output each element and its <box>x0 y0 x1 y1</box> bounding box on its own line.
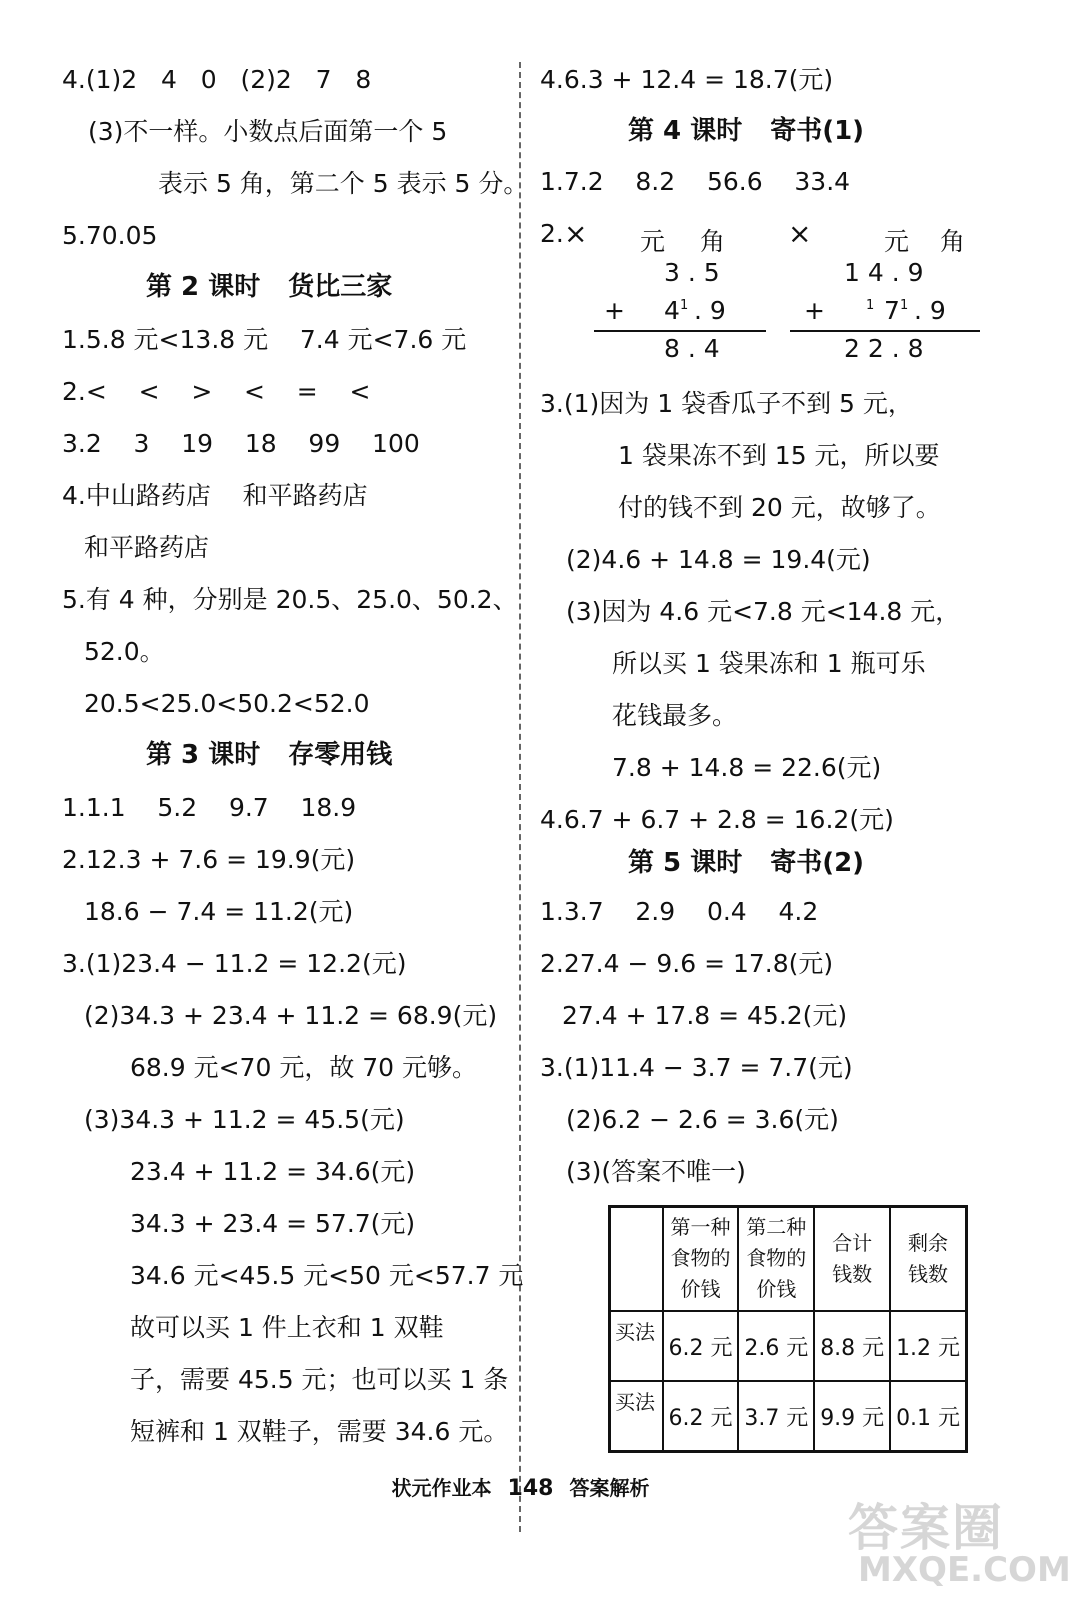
calc-bottom-int: 7 <box>884 296 900 325</box>
table-cell: 9.9 元 <box>814 1381 890 1451</box>
section-heading-4: 第 4 课时 寄书(1) <box>628 116 865 146</box>
answer-line: 故可以买 1 件上衣和 1 双鞋 <box>130 1313 444 1342</box>
answer-line: (3)不一样。小数点后面第一个 5 <box>88 117 448 146</box>
footer-book-title: 状元作业本 <box>391 1476 492 1500</box>
answer-line: 4.6.7 + 6.7 + 2.8 = 16.2(元) <box>540 805 894 834</box>
table-cell: 0.1 元 <box>890 1381 966 1451</box>
answer-line: 3.(1)23.4 − 11.2 = 12.2(元) <box>62 949 407 978</box>
vertical-calc-1 <box>580 218 760 368</box>
answer-line: 短裤和 1 双鞋子，需要 34.6 元。 <box>130 1417 509 1446</box>
watermark-logo <box>818 1488 1071 1596</box>
answer-line: 1 袋果冻不到 15 元，所以要 <box>618 441 940 470</box>
answer-line: 4.中山路药店 和平路药店 <box>62 481 368 510</box>
jiao-header: 角 <box>700 227 726 256</box>
answer-line: 5.有 4 种，分别是 20.5、25.0、50.2、 <box>62 585 518 614</box>
vertical-calc-2 <box>780 218 980 368</box>
yuan-header: 元 <box>640 227 666 256</box>
page-number: 148 <box>507 1476 554 1501</box>
row-label: 买法 <box>610 1381 663 1451</box>
answer-line: 付的钱不到 20 元，故够了。 <box>618 493 941 522</box>
section-heading-3: 第 3 课时 存零用钱 <box>146 740 393 770</box>
answer-line: 34.6 元<45.5 元<50 元<57.7 元 <box>130 1261 524 1290</box>
answer-line: 4.6.3 + 12.4 = 18.7(元) <box>540 65 834 94</box>
answer-line: 1.3.7 2.9 0.4 4.2 <box>540 897 819 926</box>
table-cell: 8.8 元 <box>814 1311 890 1381</box>
calc-top-number: 1 4 . 9 <box>844 258 924 287</box>
answer-line: 20.5<25.0<50.2<52.0 <box>84 689 370 718</box>
answer-line: 18.6 − 7.4 = 11.2(元) <box>84 897 354 926</box>
header-text: 价钱 <box>680 1277 721 1302</box>
watermark-url: MXQE.COM <box>858 1550 1071 1590</box>
plus-sign: + <box>604 296 625 325</box>
answer-line: (3)(答案不唯一) <box>566 1157 746 1186</box>
plus-sign: + <box>804 296 825 325</box>
answer-line: 表示 5 角，第二个 5 表示 5 分。 <box>158 169 529 198</box>
answer-line: (2)4.6 + 14.8 = 19.4(元) <box>566 545 871 574</box>
answer-line: 2.12.3 + 7.6 = 19.9(元) <box>62 845 356 874</box>
carry-digit: 1 <box>680 298 689 313</box>
answer-line: 68.9 元<70 元，故 70 元够。 <box>130 1053 478 1082</box>
answer-line: 3.(1)11.4 − 3.7 = 7.7(元) <box>540 1053 853 1082</box>
answer-line: 花钱最多。 <box>612 701 738 730</box>
answer-line: 1.1.1 5.2 9.7 18.9 <box>62 793 357 822</box>
answer-line: 52.0。 <box>84 637 165 666</box>
answer-line: 2.< < > < = < <box>62 377 371 406</box>
header-text: 食物的 <box>746 1246 807 1271</box>
table-header-total <box>814 1207 890 1311</box>
answer-line: 子，需要 45.5 元；也可以买 1 条 <box>130 1365 509 1394</box>
calc-result: 8 . 4 <box>664 334 720 363</box>
watermark-text: 答案圈 <box>848 1499 1004 1557</box>
calc-bottom-rest: . 9 <box>914 296 946 325</box>
answer-line: 和平路药店 <box>84 533 210 562</box>
answer-line: 5.70.05 <box>62 221 158 250</box>
table-cell: 3.7 元 <box>738 1381 814 1451</box>
table-header-row <box>610 1207 967 1311</box>
jiao-header: 角 <box>940 227 966 256</box>
wrong-mark-icon: × <box>788 217 812 250</box>
answer-line: 7.8 + 14.8 = 22.6(元) <box>612 753 882 782</box>
table-corner-cell <box>610 1207 663 1311</box>
footer-section: 答案解析 <box>569 1476 650 1500</box>
table-header-remaining <box>890 1207 966 1311</box>
header-text: 价钱 <box>756 1277 797 1302</box>
section-heading-2: 第 2 课时 货比三家 <box>146 272 393 302</box>
answer-line: 3.(1)因为 1 袋香瓜子不到 5 元， <box>540 389 913 418</box>
header-text: 钱数 <box>832 1261 873 1286</box>
answer-line: (3)因为 4.6 元<7.8 元<14.8 元， <box>566 597 961 626</box>
answer-line: 1.5.8 元<13.8 元 7.4 元<7.6 元 <box>62 325 467 354</box>
answer-line: 2.27.4 − 9.6 = 17.8(元) <box>540 949 834 978</box>
table-cell: 2.6 元 <box>738 1311 814 1381</box>
section-heading-5: 第 5 课时 寄书(2) <box>628 848 865 878</box>
answer-line: 所以买 1 袋果冻和 1 瓶可乐 <box>612 649 926 678</box>
header-text: 第一种 <box>670 1215 731 1240</box>
answer-line: 1.7.2 8.2 56.6 33.4 <box>540 167 851 196</box>
calc-rule <box>790 330 980 332</box>
header-text: 剩余 <box>908 1230 949 1255</box>
table-cell: 1.2 元 <box>890 1311 966 1381</box>
header-text: 钱数 <box>908 1261 949 1286</box>
table-header-first-food <box>663 1207 739 1311</box>
answer-line: (2)6.2 − 2.6 = 3.6(元) <box>566 1105 839 1134</box>
calc-rule <box>594 330 766 332</box>
calc-bottom-rest: . 9 <box>694 296 726 325</box>
column-divider <box>519 62 521 1532</box>
calc-top-number: 3 . 5 <box>664 258 720 287</box>
carry-digit: 1 <box>866 298 875 313</box>
header-text: 第二种 <box>746 1215 807 1240</box>
wrong-mark-icon: × <box>564 217 588 250</box>
answer-line: 34.3 + 23.4 = 57.7(元) <box>130 1209 416 1238</box>
header-text: 合计 <box>832 1230 873 1255</box>
table-row <box>610 1311 967 1381</box>
question-2-label: 2. <box>540 219 564 248</box>
header-text: 食物的 <box>670 1246 731 1271</box>
answer-line: 3.2 3 19 18 99 100 <box>62 429 420 458</box>
table-cell: 6.2 元 <box>663 1311 739 1381</box>
answer-line: (2)34.3 + 23.4 + 11.2 = 68.9(元) <box>84 1001 498 1030</box>
calc-bottom-int: 4 <box>664 296 680 325</box>
yuan-header: 元 <box>884 227 910 256</box>
calc-result: 2 2 . 8 <box>844 334 924 363</box>
table-cell: 6.2 元 <box>663 1381 739 1451</box>
answer-line: 4.(1)2 4 0 (2)2 7 8 <box>62 65 372 94</box>
row-label: 买法 <box>610 1311 663 1381</box>
answer-line: 23.4 + 11.2 = 34.6(元) <box>130 1157 416 1186</box>
answer-line: 27.4 + 17.8 = 45.2(元) <box>562 1001 848 1030</box>
carry-digit: 1 <box>900 298 909 313</box>
table-header-second-food <box>738 1207 814 1311</box>
table-row <box>610 1381 967 1451</box>
answer-line: (3)34.3 + 11.2 = 45.5(元) <box>84 1105 405 1134</box>
purchase-table <box>608 1205 968 1453</box>
